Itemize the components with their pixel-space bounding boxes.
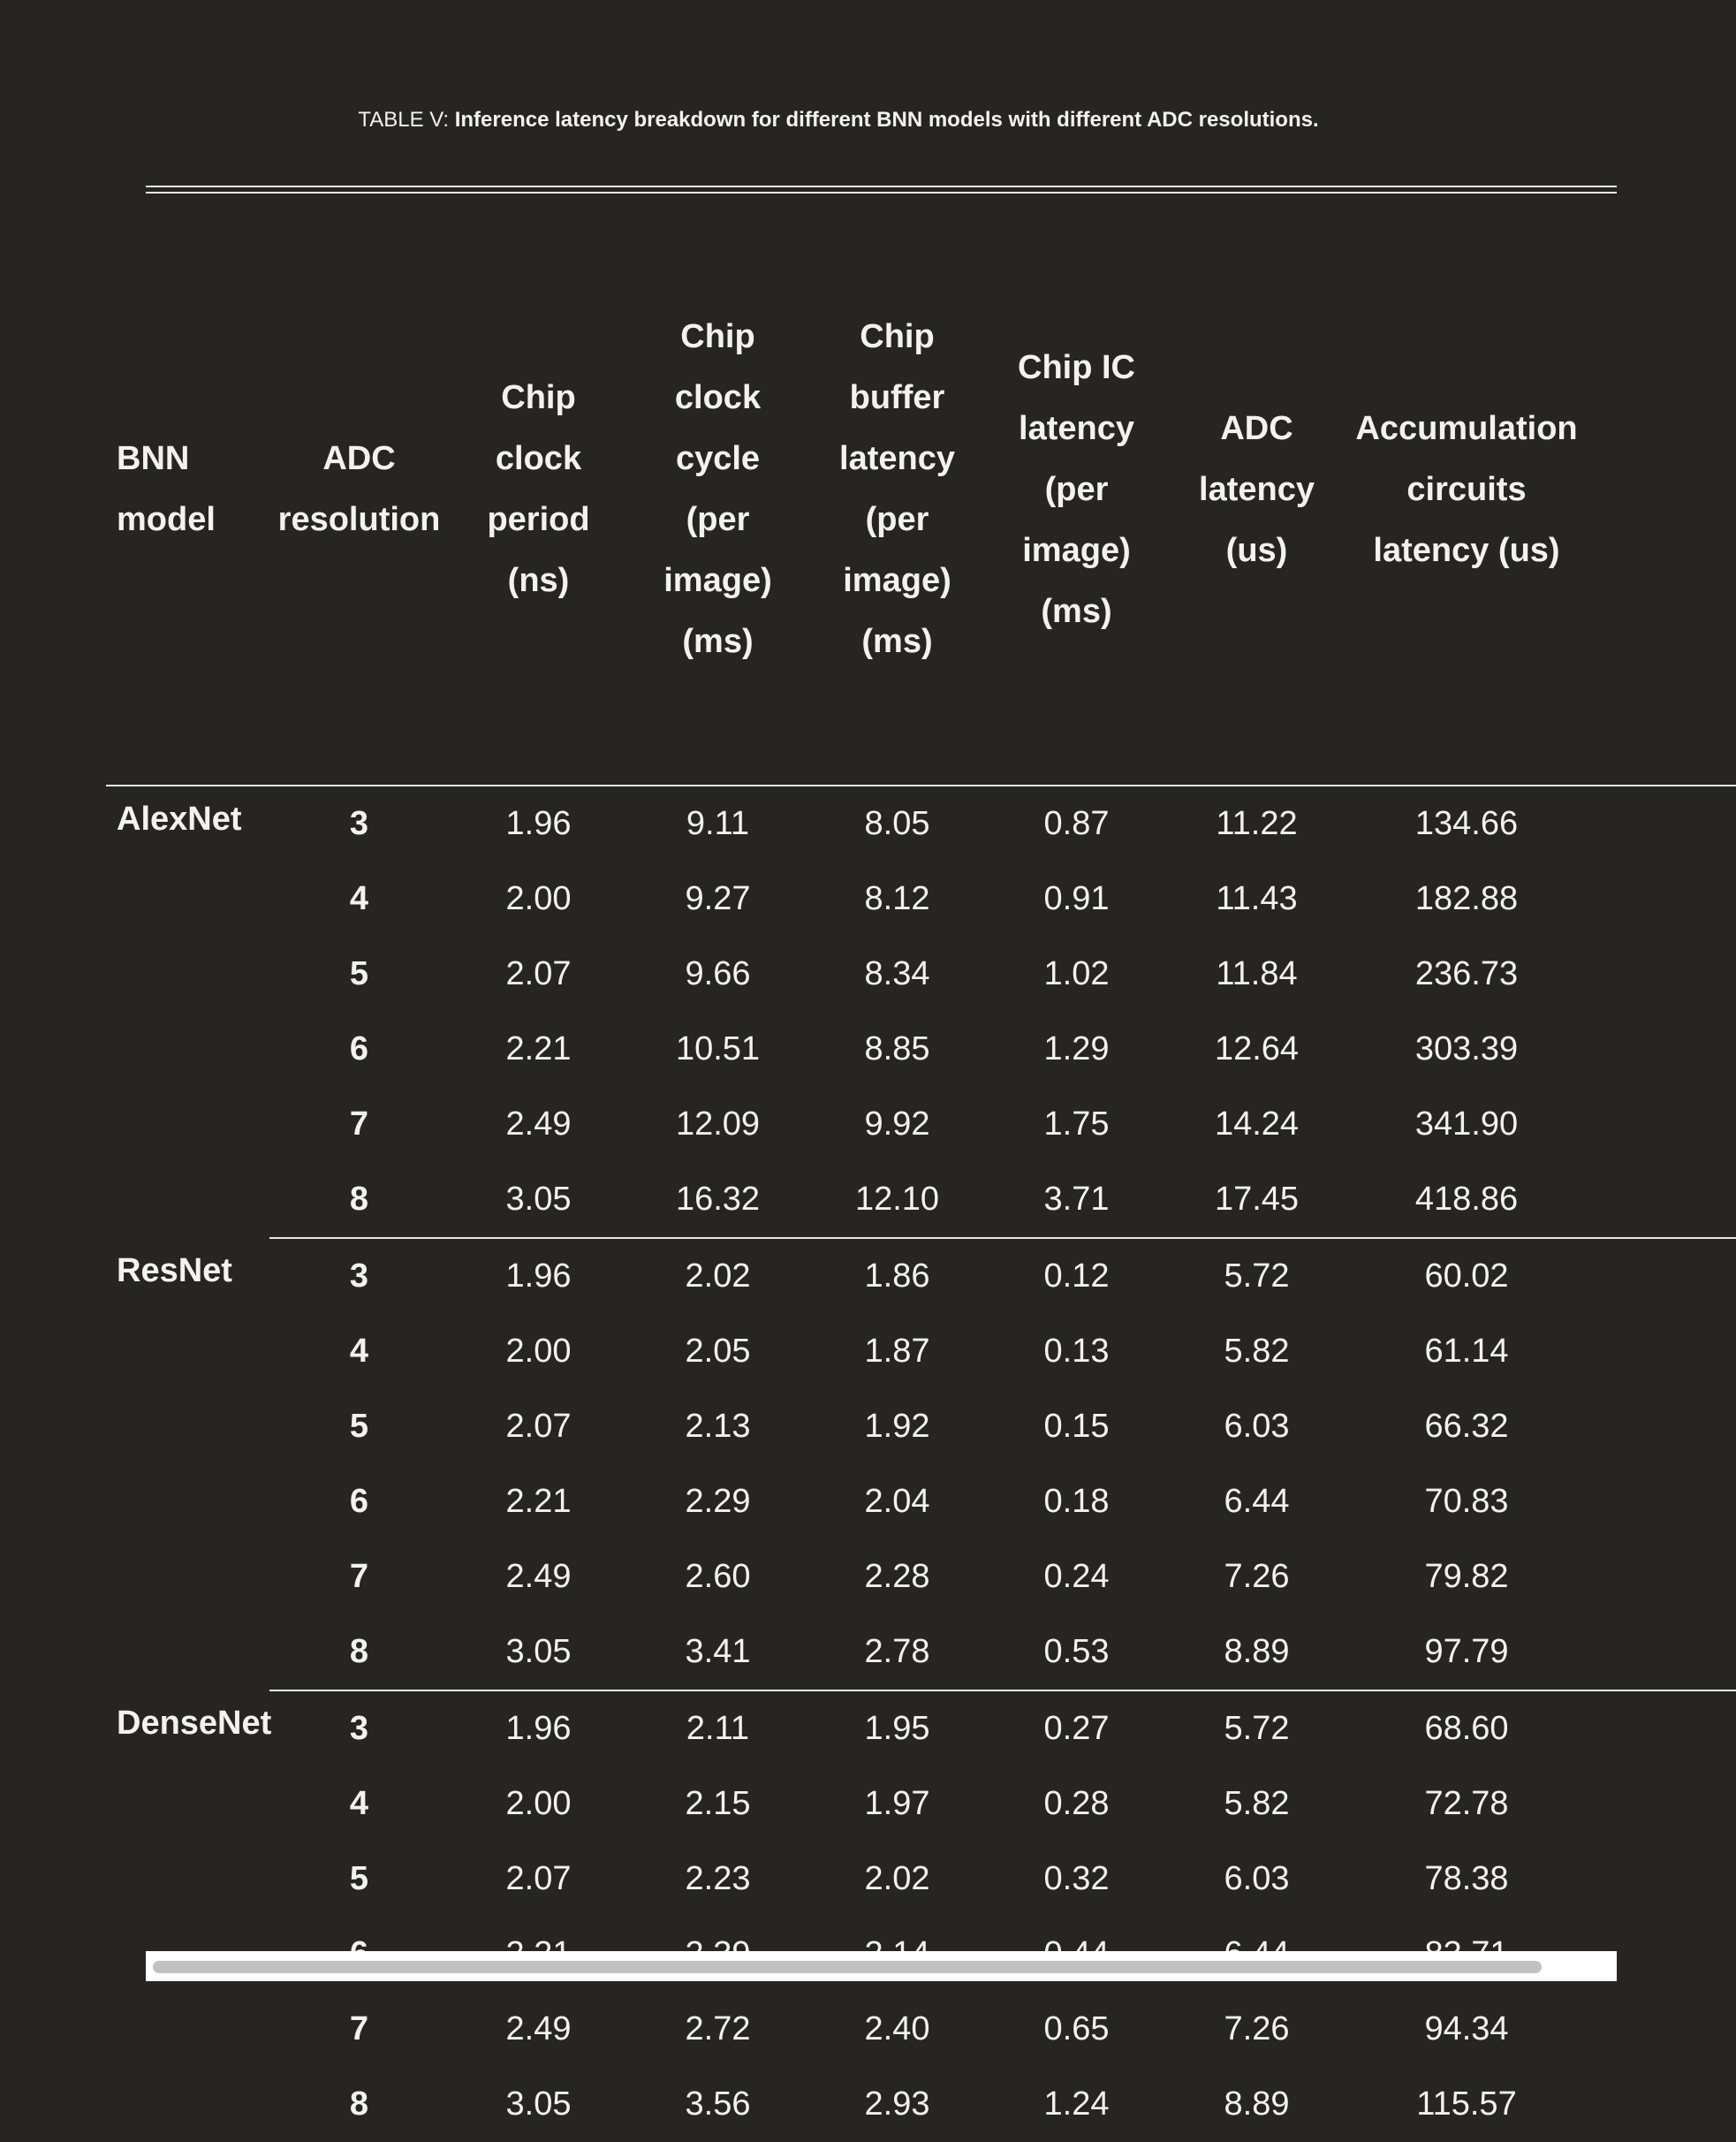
value-cell: 341.90 — [1414, 1105, 1519, 1143]
value-cell: 3.05 — [449, 1614, 628, 1690]
value-cell: 0.27 — [1043, 1710, 1110, 1747]
value-cell: 0.91 — [1043, 880, 1110, 917]
table-row — [106, 1162, 1736, 1238]
value-cell: 61.14 — [1424, 1333, 1509, 1370]
column-header — [1347, 194, 1586, 786]
value-cell: 3.71 — [987, 1162, 1166, 1238]
value-cell: 2.15 — [685, 1785, 751, 1822]
value-cell: 5.82 — [1224, 1785, 1290, 1822]
value-cell: 12.09 — [675, 1105, 761, 1143]
value-cell: 2.00 — [505, 880, 572, 917]
value-cell: 2.07 — [505, 1860, 572, 1897]
header-line: (ms) — [1041, 592, 1112, 630]
column-header — [628, 194, 807, 786]
header-line: circuits — [1406, 470, 1527, 508]
header-line: Chip — [680, 318, 755, 355]
header-line: latency — [1199, 470, 1315, 508]
header-line: image) — [843, 562, 951, 599]
model-name: AlexNet — [117, 801, 242, 838]
value-cell: 2.28 — [864, 1558, 930, 1595]
header-line: ADC — [322, 440, 396, 477]
adc-resolution-cell: 8 — [269, 1162, 449, 1238]
column-header — [987, 194, 1166, 786]
value-cell: 6.44 — [1224, 1483, 1290, 1520]
table-row — [106, 862, 1736, 937]
value-cell: 8.12 — [864, 880, 930, 917]
header-line: (ns) — [507, 562, 570, 599]
latency-table — [106, 194, 1736, 2142]
value-cell: 1.95 — [864, 1710, 930, 1747]
value-cell: 2.21 — [505, 1483, 572, 1520]
value-cell: 2.04 — [864, 1483, 930, 1520]
overflow-cell — [1586, 1012, 1736, 1087]
column-header — [1166, 194, 1347, 786]
value-cell: 8.05 — [864, 805, 930, 842]
overflow-cell — [1586, 862, 1736, 937]
value-cell: 1.97 — [864, 1785, 930, 1822]
value-cell: 8.89 — [1224, 2085, 1290, 2123]
value-cell: 2.78 — [807, 1614, 987, 1690]
header-line: clock — [495, 440, 582, 477]
value-cell: 2.02 — [864, 1860, 930, 1897]
value-cell: 5.72 — [1224, 1257, 1290, 1295]
value-cell: 0.28 — [1043, 1785, 1110, 1822]
top-rule — [146, 186, 1617, 187]
value-cell: 0.65 — [1043, 2010, 1110, 2047]
value-cell: 2.00 — [505, 1333, 572, 1370]
table-row — [106, 1464, 1736, 1539]
overflow-cell — [1586, 2067, 1736, 2142]
caption-prefix: TABLE V: — [358, 108, 455, 132]
value-cell: 236.73 — [1414, 955, 1519, 992]
adc-resolution-cell: 7 — [349, 1105, 369, 1143]
header-row — [106, 194, 1736, 786]
value-cell: 2.02 — [685, 1257, 751, 1295]
value-cell: 0.24 — [1043, 1558, 1110, 1595]
header-line: model — [117, 501, 216, 538]
table-row — [106, 786, 1736, 862]
overflow-cell — [1586, 937, 1736, 1012]
overflow-cell — [1586, 1614, 1736, 1690]
value-cell: 78.38 — [1424, 1860, 1509, 1897]
adc-resolution-cell: 6 — [349, 1483, 369, 1520]
header-line: (per — [865, 501, 929, 538]
value-cell: 11.84 — [1216, 955, 1298, 992]
value-cell: 11.22 — [1216, 805, 1298, 842]
value-cell: 8.34 — [864, 955, 930, 992]
overflow-cell — [1586, 1539, 1736, 1614]
header-line: (us) — [1225, 531, 1288, 569]
value-cell: 17.45 — [1166, 1162, 1347, 1238]
value-cell: 0.15 — [1043, 1408, 1110, 1445]
header-line: buffer — [849, 379, 945, 416]
value-cell: 8.85 — [864, 1030, 930, 1067]
table-row — [106, 1238, 1736, 1314]
value-cell: 3.05 — [505, 2085, 572, 2123]
value-cell: 79.82 — [1424, 1558, 1509, 1595]
header-line: Chip — [501, 379, 576, 416]
header-line: Accumulation — [1355, 409, 1578, 447]
value-cell: 5.82 — [1224, 1333, 1290, 1370]
overflow-cell — [1586, 1690, 1736, 1766]
value-cell: 3.05 — [449, 1162, 628, 1238]
value-cell: 7.26 — [1224, 1558, 1290, 1595]
value-cell: 9.27 — [685, 880, 751, 917]
adc-resolution-cell: 7 — [349, 1558, 369, 1595]
overflow-cell — [1586, 786, 1736, 862]
adc-resolution-cell: 8 — [269, 1614, 449, 1690]
adc-resolution-cell: 6 — [349, 1030, 369, 1067]
header-line: resolution — [277, 501, 441, 538]
header-line: (ms) — [861, 623, 933, 660]
table-row — [106, 1389, 1736, 1464]
overflow-cell — [1586, 1842, 1736, 1917]
column-header — [449, 194, 628, 786]
value-cell: 1.24 — [1043, 2085, 1110, 2123]
value-cell: 1.92 — [864, 1408, 930, 1445]
adc-resolution-cell: 5 — [349, 1408, 369, 1445]
value-cell: 2.13 — [685, 1408, 751, 1445]
column-header — [106, 194, 269, 786]
header-line: Chip — [860, 318, 935, 355]
value-cell: 0.87 — [1043, 805, 1110, 842]
value-cell: 68.60 — [1424, 1710, 1509, 1747]
value-cell: 2.07 — [505, 1408, 572, 1445]
value-cell: 2.00 — [505, 1785, 572, 1822]
value-cell: 3.41 — [628, 1614, 807, 1690]
adc-resolution-cell: 3 — [349, 1710, 369, 1747]
header-line: latency — [1019, 409, 1134, 447]
table-row — [106, 2067, 1736, 2142]
value-cell: 9.92 — [864, 1105, 930, 1143]
value-cell: 182.88 — [1414, 880, 1519, 917]
caption-text: Inference latency breakdown for different BNN models with different ADC resolutions. — [454, 108, 1319, 132]
value-cell: 11.43 — [1216, 880, 1298, 917]
value-cell: 70.83 — [1424, 1483, 1509, 1520]
table-row — [106, 1766, 1736, 1842]
table-row — [106, 1614, 1736, 1690]
value-cell: 6.03 — [1224, 1860, 1290, 1897]
value-cell: 1.29 — [1043, 1030, 1110, 1067]
model-name: DenseNet — [117, 1705, 272, 1742]
table-row — [106, 1992, 1736, 2067]
header-line: cycle — [675, 440, 761, 477]
header-line: Chip IC — [1018, 348, 1135, 386]
value-cell: 0.12 — [1043, 1257, 1110, 1295]
value-cell: 1.96 — [505, 1710, 572, 1747]
value-cell: 2.60 — [685, 1558, 751, 1595]
adc-resolution-cell: 3 — [349, 805, 369, 842]
overflow-cell — [1586, 1238, 1736, 1314]
header-line: latency — [839, 440, 955, 477]
table-caption — [0, 108, 1677, 133]
value-cell: 2.93 — [864, 2085, 930, 2123]
adc-resolution-cell: 3 — [349, 1257, 369, 1295]
value-cell: 9.66 — [685, 955, 751, 992]
value-cell: 1.75 — [1043, 1105, 1110, 1143]
value-cell: 2.29 — [685, 1483, 751, 1520]
horizontal-scrollbar[interactable] — [146, 1951, 1617, 1981]
value-cell: 1.86 — [864, 1257, 930, 1295]
top-rule-double — [146, 192, 1617, 194]
value-cell: 8.89 — [1166, 1614, 1347, 1690]
value-cell: 2.11 — [686, 1710, 750, 1747]
model-name: ResNet — [117, 1252, 232, 1289]
value-cell: 16.32 — [628, 1162, 807, 1238]
column-header — [807, 194, 987, 786]
adc-resolution-cell: 5 — [349, 1860, 369, 1897]
value-cell: 1.02 — [1043, 955, 1110, 992]
value-cell: 5.72 — [1224, 1710, 1290, 1747]
value-cell: 60.02 — [1424, 1257, 1509, 1295]
header-line: latency (us) — [1373, 531, 1560, 569]
table-row — [106, 937, 1736, 1012]
table-row — [106, 1842, 1736, 1917]
value-cell: 2.49 — [505, 1558, 572, 1595]
value-cell: 0.32 — [1043, 1860, 1110, 1897]
value-cell: 2.49 — [505, 1105, 572, 1143]
header-line: image) — [663, 562, 772, 599]
adc-resolution-cell: 5 — [349, 955, 369, 992]
header-line: period — [487, 501, 590, 538]
adc-resolution-cell: 4 — [349, 880, 369, 917]
value-cell: 14.24 — [1214, 1105, 1300, 1143]
table-body — [106, 786, 1736, 2142]
overflow-cell — [1586, 1162, 1736, 1238]
value-cell: 2.23 — [685, 1860, 751, 1897]
header-line: clock — [674, 379, 762, 416]
header-line: image) — [1022, 531, 1131, 569]
value-cell: 0.53 — [987, 1614, 1166, 1690]
value-cell: 115.57 — [1416, 2085, 1517, 2123]
value-cell: 1.96 — [505, 1257, 572, 1295]
value-cell: 1.87 — [864, 1333, 930, 1370]
value-cell: 66.32 — [1424, 1408, 1509, 1445]
adc-resolution-cell: 4 — [349, 1333, 369, 1370]
value-cell: 72.78 — [1424, 1785, 1509, 1822]
value-cell: 6.03 — [1224, 1408, 1290, 1445]
value-cell: 0.18 — [1043, 1483, 1110, 1520]
overflow-cell — [1586, 1087, 1736, 1162]
overflow-cell — [1586, 1314, 1736, 1389]
value-cell: 94.34 — [1424, 2010, 1509, 2047]
value-cell: 303.39 — [1414, 1030, 1519, 1067]
value-cell: 2.72 — [685, 2010, 751, 2047]
column-header — [269, 194, 449, 786]
overflow-cell — [1586, 1389, 1736, 1464]
table-row — [106, 1087, 1736, 1162]
value-cell: 2.05 — [685, 1333, 751, 1370]
adc-resolution-cell: 4 — [349, 1785, 369, 1822]
scrollbar-thumb[interactable] — [153, 1961, 1542, 1973]
header-line: (per — [1044, 470, 1109, 508]
value-cell: 2.07 — [505, 955, 572, 992]
table-row — [106, 1012, 1736, 1087]
value-cell: 2.49 — [505, 2010, 572, 2047]
adc-resolution-cell: 8 — [349, 2085, 369, 2123]
overflow-cell — [1586, 1992, 1736, 2067]
value-cell: 3.56 — [685, 2085, 751, 2123]
value-cell: 7.26 — [1224, 2010, 1290, 2047]
value-cell: 10.51 — [675, 1030, 761, 1067]
table-scroll-container[interactable] — [117, 186, 1617, 2123]
value-cell: 97.79 — [1347, 1614, 1586, 1690]
value-cell: 12.64 — [1214, 1030, 1300, 1067]
header-line: (ms) — [682, 623, 754, 660]
value-cell: 0.13 — [1043, 1333, 1110, 1370]
value-cell: 9.11 — [686, 805, 750, 842]
value-cell: 12.10 — [807, 1162, 987, 1238]
overflow-cell — [1586, 1464, 1736, 1539]
value-cell: 134.66 — [1414, 805, 1519, 842]
table-row — [106, 1314, 1736, 1389]
header-line: (per — [686, 501, 750, 538]
value-cell: 2.40 — [864, 2010, 930, 2047]
overflow-cell — [1586, 1766, 1736, 1842]
header-overflow-cell — [1586, 194, 1736, 786]
value-cell: 2.21 — [505, 1030, 572, 1067]
header-line: BNN — [117, 440, 190, 477]
header-line: ADC — [1220, 409, 1293, 447]
adc-resolution-cell: 7 — [349, 2010, 369, 2047]
value-cell: 1.96 — [505, 805, 572, 842]
table-row — [106, 1690, 1736, 1766]
value-cell: 418.86 — [1347, 1162, 1586, 1238]
table-row — [106, 1539, 1736, 1614]
